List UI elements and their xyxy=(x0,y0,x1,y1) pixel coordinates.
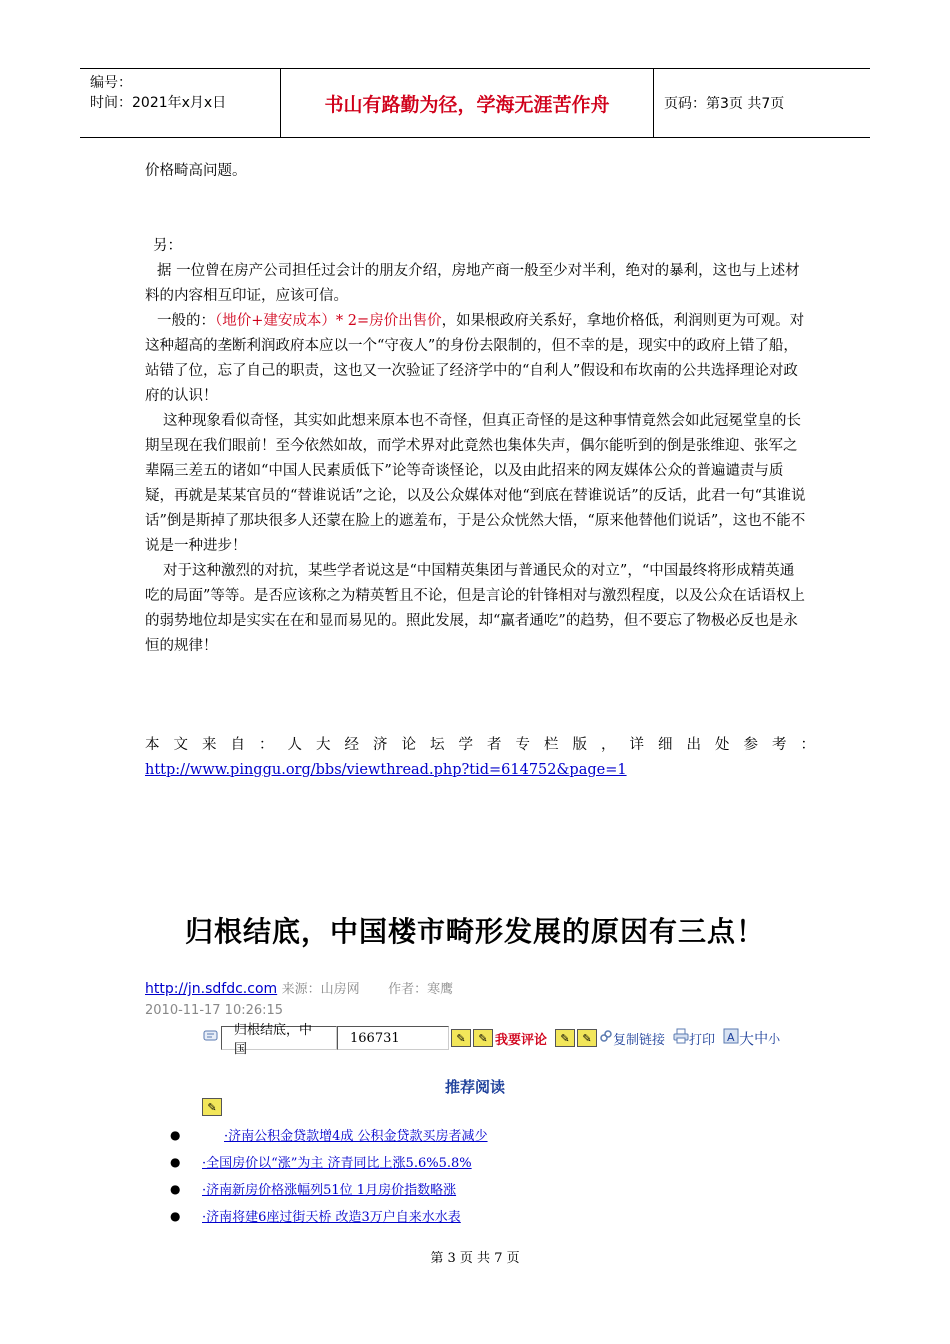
source-label-char: ： xyxy=(800,737,815,753)
source-label-char: 参 xyxy=(743,737,758,753)
source-label-char: 出 xyxy=(686,737,701,753)
font-small-button[interactable]: 小 xyxy=(768,1031,781,1046)
site-link[interactable]: http://jn.sdfdc.com xyxy=(145,981,278,997)
image-placeholder-icon: ✎ xyxy=(202,1098,222,1116)
header-meta xyxy=(80,69,281,137)
paragraph xyxy=(145,309,807,409)
article-meta-line xyxy=(145,978,453,997)
page-footer: 第 3 页 共 7 页 xyxy=(430,1251,520,1266)
recommend-link[interactable]: ·全国房价以“涨”为主 济青同比上涨5.6%5.8% xyxy=(202,1156,472,1171)
source-label-char: 人 xyxy=(287,737,302,753)
recommend-list xyxy=(170,1121,488,1229)
formula-highlight: （地价+建安成本）* 2=房价出售价 xyxy=(215,313,442,329)
image-placeholder-icon: ✎ xyxy=(577,1029,597,1047)
font-large-button[interactable]: 大 xyxy=(739,1029,755,1048)
article-toolbar xyxy=(203,1023,781,1057)
header-page-info: 页码：第3页 共7页 xyxy=(664,96,785,112)
recommend-link[interactable]: ·济南公积金贷款增4成 公积金贷款买房者减少 xyxy=(224,1129,488,1144)
bullet-icon: ● xyxy=(170,1127,181,1142)
source-label-char: 济 xyxy=(373,737,388,753)
header-motto: 书山有路勤为径，学海无涯苦作舟 xyxy=(281,69,654,137)
source-label-char: 详 xyxy=(629,737,644,753)
link-icon xyxy=(599,1029,613,1047)
source-label-char: 论 xyxy=(401,737,416,753)
image-placeholder-icon: ✎ xyxy=(473,1029,493,1047)
header-number: 编号： xyxy=(90,75,132,91)
comment-bubble-icon xyxy=(203,1028,219,1048)
source-label-char: 来 xyxy=(202,737,217,753)
title-field[interactable]: 归根结底，中国 xyxy=(221,1026,337,1050)
id-field[interactable]: 166731 xyxy=(337,1026,449,1050)
paragraph: 对于这种激烈的对抗，某些学者说这是“中国精英集团与普通民众的对立”，“中国最终将形成精英通吃的局面”等等。是否应该称之为精英暂且不论，但是言论的针锋相对与激烈程度，以及公众在话语权上的弱势地位却是实实在在和显而易见的。照此发展，却“赢者通吃”的趋势，但不要忘了物极必反也是永恒的规律！ xyxy=(145,563,805,654)
source-label-char: ： xyxy=(259,737,274,753)
bullet-icon: ● xyxy=(170,1181,181,1196)
recommend-link[interactable]: ·济南新房价格涨幅列51位 1月房价指数略涨 xyxy=(202,1183,457,1198)
bullet-icon: ● xyxy=(170,1208,181,1223)
source-label-char: 考 xyxy=(772,737,787,753)
list-item xyxy=(170,1148,488,1175)
image-placeholder-icon: ✎ xyxy=(555,1029,575,1047)
source-label-char: 本 xyxy=(145,737,160,753)
paragraph: 另： xyxy=(153,238,182,254)
comment-button[interactable]: 我要评论 xyxy=(495,1032,548,1048)
formula-suffix: ，如果根政府关系好，拿地价格低，利润则更为可观。对这种超高的垄断利润政府本应以一个“守夜人”的身份去限制的，但不幸的是，现实中的政府上错了船，站错了位，忘了自己的职责，这也又一次验证了经济学中的“自利人”假设和布坎南的公共选择理论对政府的认识！ xyxy=(145,313,805,404)
source-label-char: 学 xyxy=(458,737,473,753)
source-label-char: 坛 xyxy=(430,737,445,753)
recommend-title: 推荐阅读 xyxy=(444,1078,505,1096)
source-label-char: 者 xyxy=(487,737,502,753)
print-icon xyxy=(673,1028,689,1048)
source-label-char: 栏 xyxy=(544,737,559,753)
second-article-title: 归根结底，中国楼市畸形发展的原因有三点！ xyxy=(184,915,765,948)
source-label-char: 经 xyxy=(344,737,359,753)
source-label-char: 版 xyxy=(572,737,587,753)
source-label-char: 自 xyxy=(230,737,245,753)
paragraph: 这种现象看似奇怪，其实如此想来原本也不奇怪，但真正奇怪的是这种事情竟然会如此冠冕堂皇的长期呈现在我们眼前！至今依然如故，而学术界对此竟然也集体失声，偶尔能听到的倒是张维迎、张军之辈隔三差五的诸如“中国人民素质低下”论等奇谈怪论，以及由此招来的网友媒体公众的普遍谴责与质疑，再就是某某官员的“替谁说话”之论，以及公众媒体对他“到底在替谁说话”的反话，此君一句“其谁说话”倒是斯掉了那块很多人还蒙在脸上的遮羞布，于是公众恍然大悟，“原来他替他们说话”，这也不能不说是一种进步！ xyxy=(145,413,806,554)
paragraph: 价格畸高问题。 xyxy=(145,163,247,179)
source-label-char: 文 xyxy=(173,737,188,753)
font-size-icon xyxy=(723,1028,739,1048)
source-label xyxy=(145,733,815,758)
formula-prefix: 一般的： xyxy=(157,313,215,329)
article-fragment xyxy=(145,159,807,184)
copy-link-button[interactable]: 复制链接 xyxy=(613,1032,666,1048)
source-label-char: 细 xyxy=(658,737,673,753)
source-block xyxy=(145,733,815,783)
svg-text:A: A xyxy=(727,1031,735,1044)
header-time: 时间：2021年x月x日 xyxy=(90,95,227,111)
article-datetime: 2010-11-17 10:26:15 xyxy=(145,1003,284,1018)
source-text: 来源：山房网 xyxy=(281,982,360,997)
source-label-char: ， xyxy=(601,737,616,753)
source-label-char: 大 xyxy=(316,737,331,753)
list-item xyxy=(170,1175,488,1202)
source-label-char: 专 xyxy=(515,737,530,753)
page-header xyxy=(80,68,870,138)
image-placeholder-icon: ✎ xyxy=(451,1029,471,1047)
list-item xyxy=(170,1202,488,1229)
article-body xyxy=(145,234,807,659)
font-medium-button[interactable]: 中 xyxy=(754,1031,769,1047)
source-url-link[interactable]: http://www.pinggu.org/bbs/viewthread.php?tid=614752&page=1 xyxy=(145,762,627,778)
list-item xyxy=(170,1121,488,1148)
source-label-char: 处 xyxy=(715,737,730,753)
print-button[interactable]: 打印 xyxy=(689,1032,716,1048)
author-text: 作者：寒鹰 xyxy=(388,982,454,997)
paragraph: 据 一位曾在房产公司担任过会计的朋友介绍，房地产商一般至少对半利，绝对的暴利，这也与上述材料的内容相互印证，应该可信。 xyxy=(145,263,800,304)
bullet-icon: ● xyxy=(170,1154,181,1169)
recommend-link[interactable]: ·济南将建6座过街天桥 改造3万户自来水水表 xyxy=(202,1210,461,1225)
